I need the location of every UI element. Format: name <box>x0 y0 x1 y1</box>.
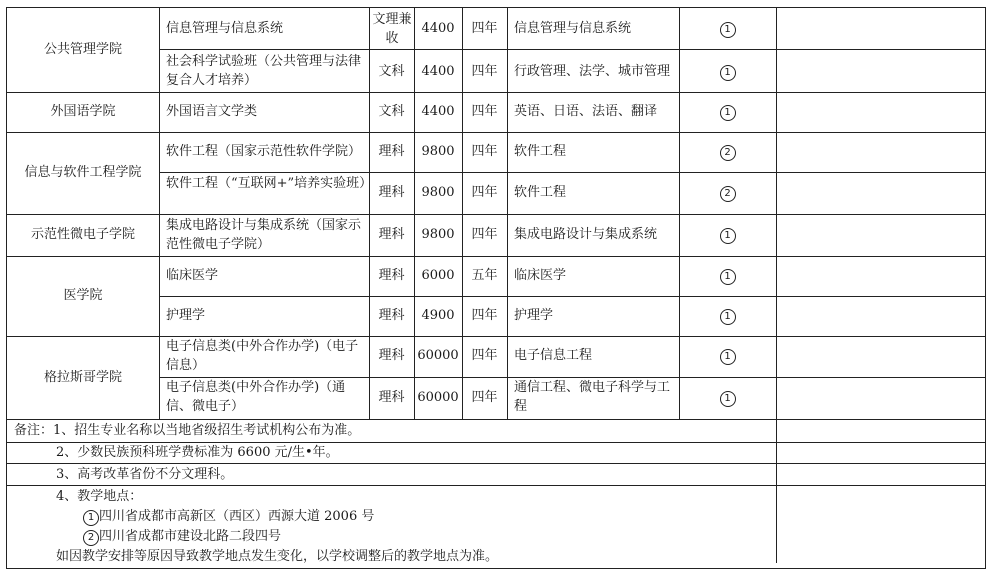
site-number-badge: 1 <box>720 228 736 244</box>
site-number-badge: 1 <box>83 510 99 526</box>
enrollment-table <box>6 7 986 569</box>
row-divider <box>7 336 985 337</box>
site-mark <box>679 183 776 202</box>
subject-type: 理科 <box>378 390 405 405</box>
subject-type: 理科 <box>378 348 405 363</box>
subject-type: 理科 <box>378 185 405 200</box>
site-mark <box>679 346 776 365</box>
site-mark <box>679 306 776 325</box>
note-1: 备注：1、招生专业名称以当地省级招生考试机构公布为准。 <box>14 423 361 438</box>
direction: 临床医学 <box>514 268 567 283</box>
row-divider <box>7 485 985 486</box>
site-number-badge: 1 <box>720 269 736 285</box>
tuition-fee: 6000 <box>421 268 455 283</box>
college-name: 示范性微电子学院 <box>30 227 135 242</box>
tuition-fee: 4400 <box>421 104 455 119</box>
duration: 五年 <box>471 268 498 283</box>
major-name: 信息管理与信息系统 <box>166 21 284 36</box>
major-name: 软件工程（“互联网+”培养实验班） <box>166 176 373 191</box>
subject-type: 理科 <box>378 268 405 283</box>
site-number-badge: 1 <box>720 391 736 407</box>
direction: 英语、日语、法语、翻译 <box>514 104 658 119</box>
tuition-fee: 60000 <box>417 348 459 363</box>
college-name: 外国语学院 <box>50 104 116 119</box>
site-number-badge: 1 <box>720 65 736 81</box>
row-divider <box>159 296 985 297</box>
college-name: 格拉斯哥学院 <box>43 370 122 385</box>
college-name: 信息与软件工程学院 <box>24 165 142 180</box>
site-mark <box>679 102 776 121</box>
site-mark <box>679 225 776 244</box>
row-divider <box>7 463 985 464</box>
site-number-badge: 2 <box>720 145 736 161</box>
note-5: 如因教学安排等原因导致教学地点发生变化，以学校调整后的教学地点为准。 <box>56 549 499 564</box>
col-divider <box>776 8 777 563</box>
site-number-badge: 1 <box>720 349 736 365</box>
direction: 集成电路设计与集成系统 <box>514 227 658 242</box>
college-name: 公共管理学院 <box>43 42 122 57</box>
col-divider <box>159 8 160 419</box>
site-mark <box>679 388 776 407</box>
row-divider <box>7 214 985 215</box>
major-name: 电子信息类(中外合作办学)（通信、微电子） <box>166 380 346 414</box>
major-name: 软件工程（国家示范性软件学院） <box>166 144 362 159</box>
duration: 四年 <box>471 390 498 405</box>
college-name: 医学院 <box>63 288 103 303</box>
site-number-badge: 2 <box>720 186 736 202</box>
site-2-address: 四川省成都市建设北路二段四号 <box>99 529 282 544</box>
site-2-line <box>83 527 281 546</box>
tuition-fee: 4400 <box>421 21 455 36</box>
site-1-line <box>83 507 374 526</box>
site-number-badge: 1 <box>720 105 736 121</box>
subject-type: 文理兼收 <box>372 12 412 46</box>
tuition-fee: 4900 <box>421 308 455 323</box>
duration: 四年 <box>471 227 498 242</box>
direction: 电子信息工程 <box>514 348 593 363</box>
direction: 通信工程、微电子科学与工程 <box>514 380 671 414</box>
duration: 四年 <box>471 348 498 363</box>
row-divider <box>159 172 985 173</box>
direction: 软件工程 <box>514 144 567 159</box>
direction: 信息管理与信息系统 <box>514 21 632 36</box>
major-name: 外国语言文学类 <box>166 104 258 119</box>
duration: 四年 <box>471 185 498 200</box>
note-2: 2、少数民族预科班学费标准为 6600 元/生•年。 <box>56 445 339 460</box>
major-name: 电子信息类(中外合作办学)（电子信息） <box>166 339 359 373</box>
site-number-badge: 1 <box>720 309 736 325</box>
subject-type: 理科 <box>378 227 405 242</box>
subject-type: 文科 <box>378 104 405 119</box>
duration: 四年 <box>471 64 498 79</box>
site-mark <box>679 62 776 81</box>
subject-type: 理科 <box>378 144 405 159</box>
duration: 四年 <box>471 104 498 119</box>
row-divider <box>159 49 985 50</box>
row-divider <box>7 256 985 257</box>
major-name: 临床医学 <box>166 268 219 283</box>
subject-type: 文科 <box>378 64 405 79</box>
row-divider <box>7 132 985 133</box>
duration: 四年 <box>471 144 498 159</box>
major-name: 社会科学试验班（公共管理与法律复合人才培养） <box>166 54 362 88</box>
duration: 四年 <box>471 308 498 323</box>
site-mark <box>679 19 776 38</box>
site-number-badge: 1 <box>720 22 736 38</box>
site-1-address: 四川省成都市高新区（西区）西源大道 2006 号 <box>99 509 375 524</box>
tuition-fee: 9800 <box>421 144 455 159</box>
subject-type: 理科 <box>378 308 405 323</box>
tuition-fee: 60000 <box>417 390 459 405</box>
direction: 行政管理、法学、城市管理 <box>514 64 671 79</box>
row-divider <box>7 419 985 420</box>
site-number-badge: 2 <box>83 530 99 546</box>
site-mark <box>679 266 776 285</box>
direction: 软件工程 <box>514 185 567 200</box>
tuition-fee: 9800 <box>421 227 455 242</box>
row-divider <box>7 92 985 93</box>
note-3: 3、高考改革省份不分文理科。 <box>56 467 234 482</box>
major-name: 护理学 <box>166 308 206 323</box>
tuition-fee: 9800 <box>421 185 455 200</box>
duration: 四年 <box>471 21 498 36</box>
site-mark <box>679 142 776 161</box>
direction: 护理学 <box>514 308 554 323</box>
tuition-fee: 4400 <box>421 64 455 79</box>
note-4: 4、教学地点： <box>56 489 143 504</box>
major-name: 集成电路设计与集成系统（国家示范性微电子学院） <box>166 218 362 252</box>
col-divider <box>507 8 508 419</box>
